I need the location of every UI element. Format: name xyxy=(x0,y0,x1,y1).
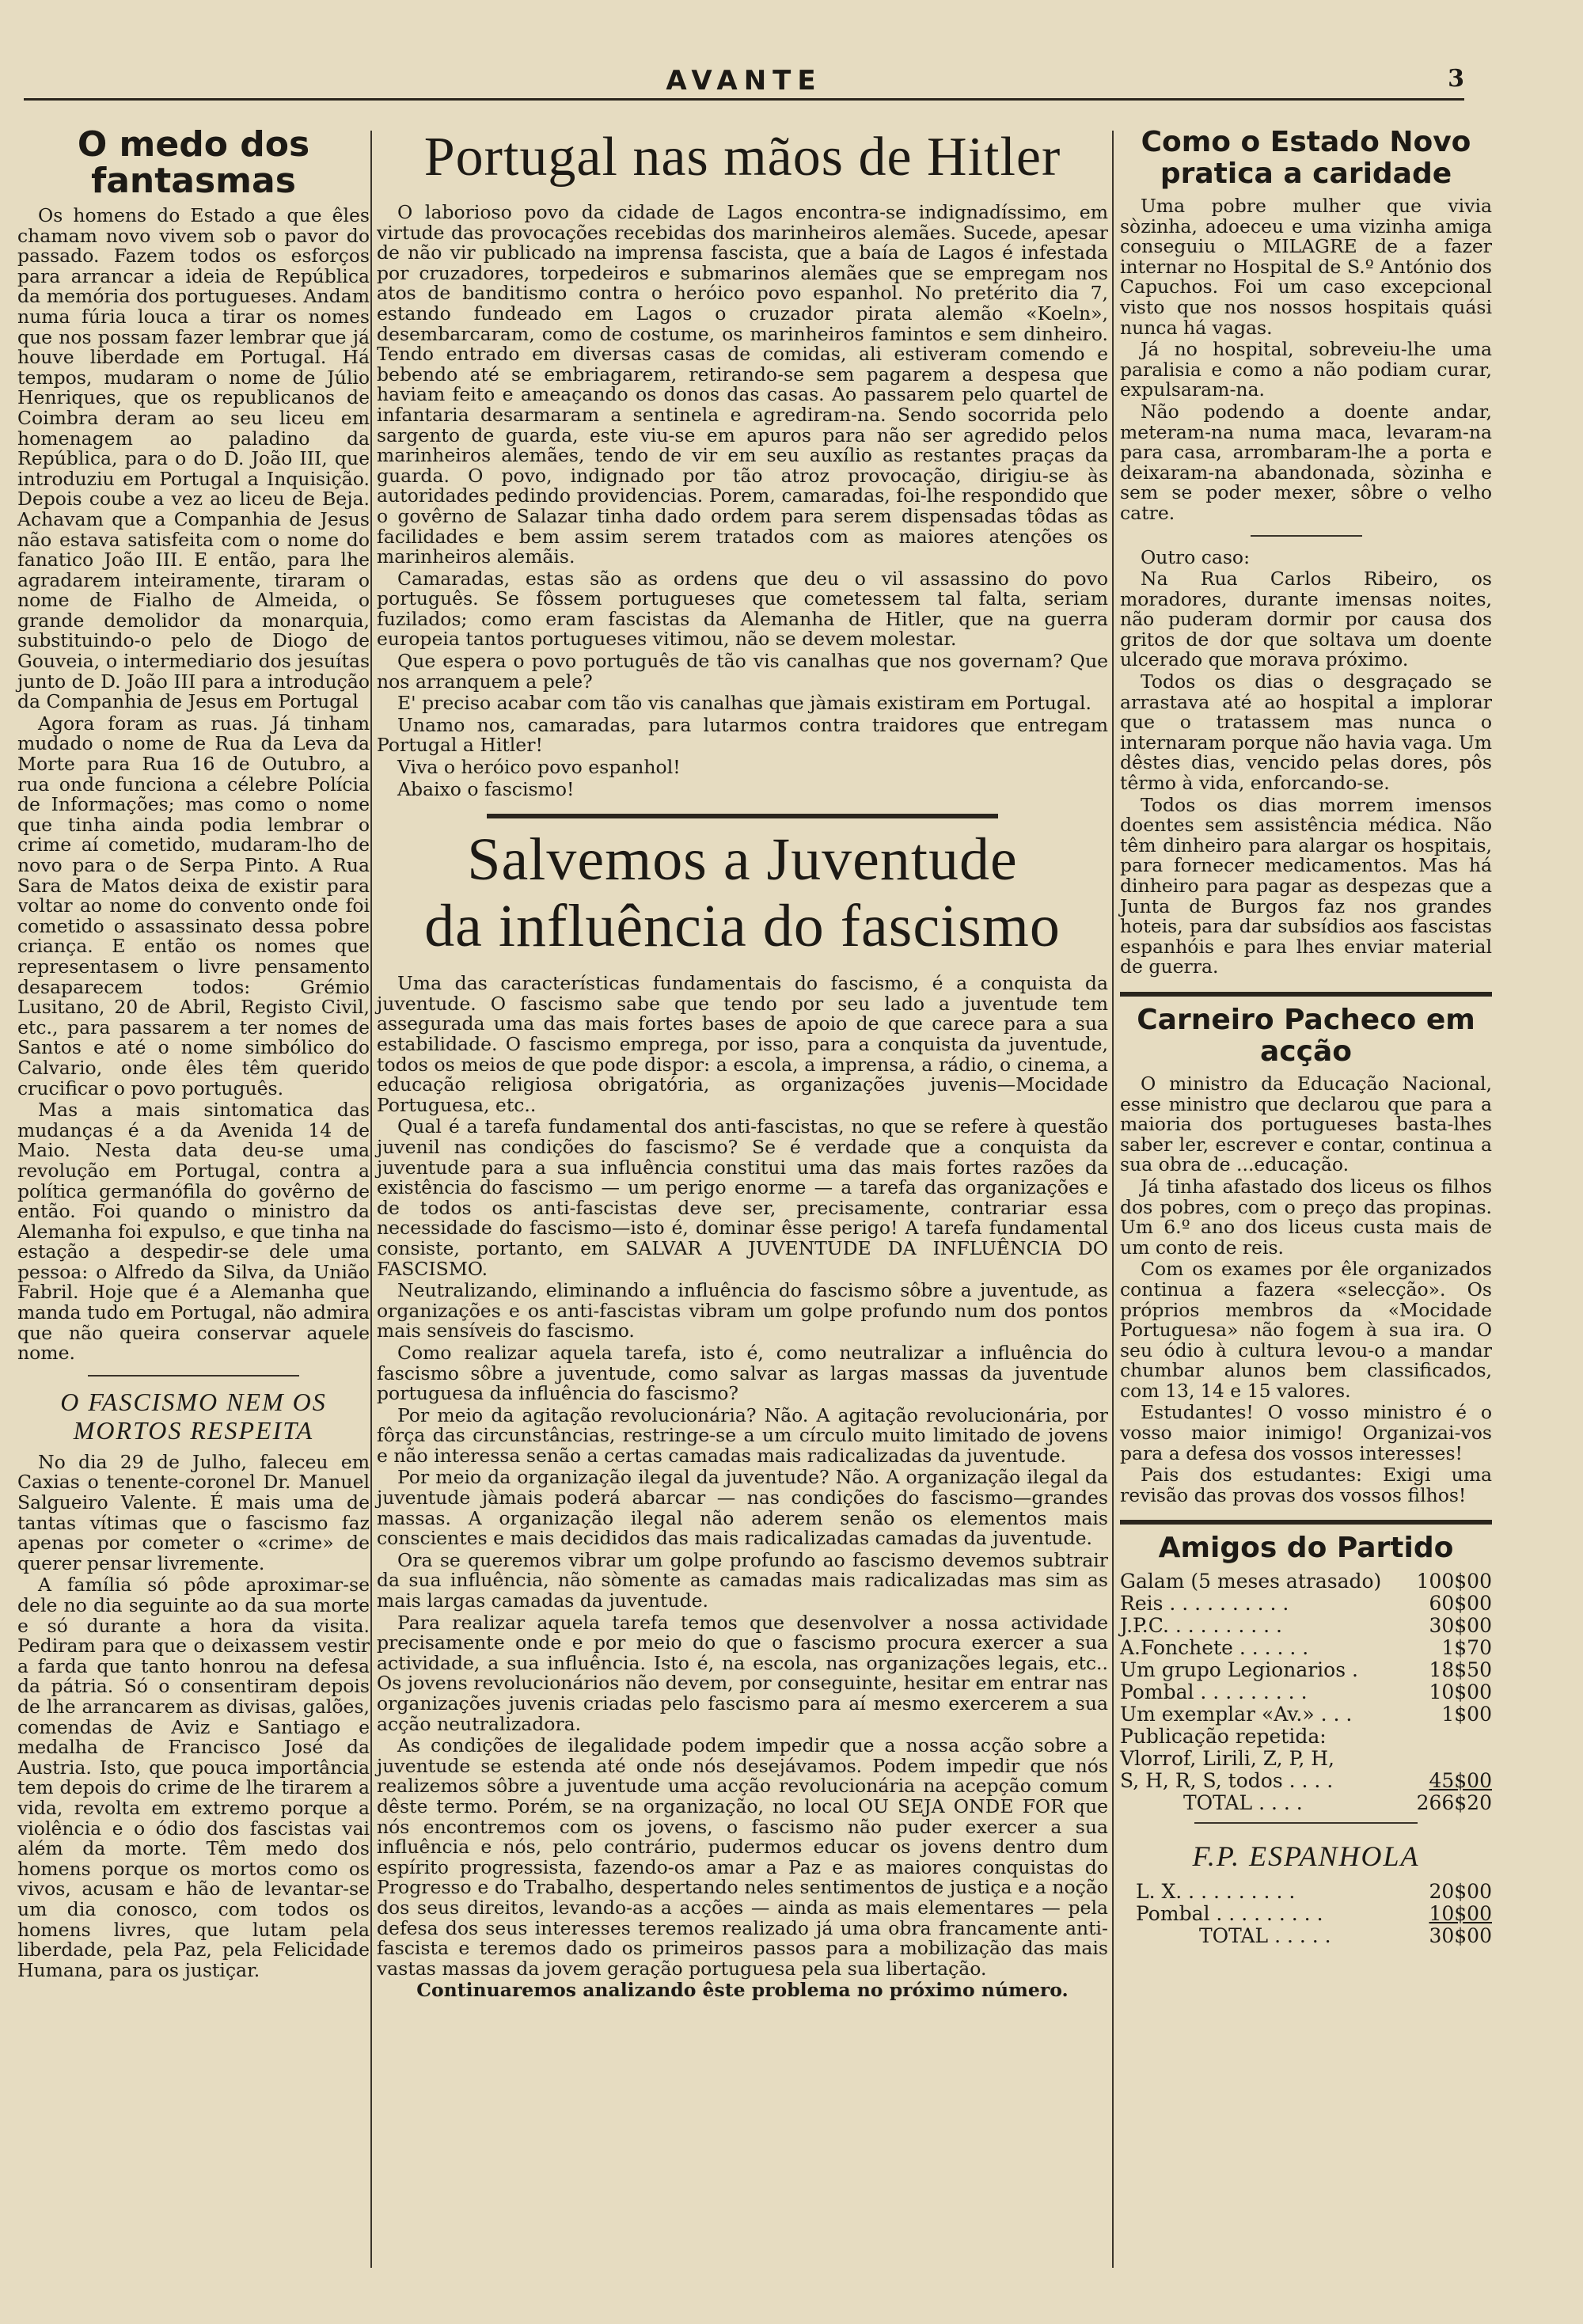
article-paragraph: O laborioso povo da cidade de Lagos encontra-se indignadíssimo, em virtude das provocações recebidas dos marinheiros alemães. Sucede, apesar de não vir publicado na imprensa fascista, que a baía de Lagos é infestada por cruzadores, torpedeiros e submarinos alemães que se empregam nos atos de banditismo contra o heróico povo espanhol. No pretérito dia 7, estando fundeado em Lagos o cruzador pirata alemão «Koeln», desembarcaram, como de costume, os marinheiros famintos e sem dinheiro. Tendo entrado em diversas casas de comidas, ali estiveram comendo e bebendo até se embriagarem, retirando-se sem pagarem a despesa que haviam feito e ameaçando os donos das casas. Ao passarem pelo quartel de infantaria desarmaram a sentinela e agrediram-na. Sendo socorrida pelo sargento de guarda, este viu-se em apuros para não ser agredido pelos marinheiros alemães, tendo de vir em seu auxílio as restantes praças da guarda. O povo, indignado por tão atroz provocação, dirigiu-se às autoridades pedindo providencias. Porem, camaradas, foi-lhe respondido que o govêrno de Salazar tinha dado ordem para serem dispensadas tôdas as facilidades e bem assim serem tratados com as maiores atenções os marinheiros alemãis. xyxy=(377,201,1108,568)
ledger-row xyxy=(1120,1615,1492,1637)
article-title: Como o Estado Novo pratica a caridade xyxy=(1141,126,1471,190)
ledger-value: 10$00 xyxy=(1429,1902,1492,1926)
divider xyxy=(1120,1520,1492,1525)
ledger-value: 1$00 xyxy=(1441,1703,1492,1726)
ledger-label: Pombal . . . . . . . . . xyxy=(1120,1680,1308,1704)
article-paragraph: Na Rua Carlos Ribeiro, os moradores, durante imensas noites, não puderam dormir por causa dos gritos de dor que soltava um doente ulcerado que morava próximo. xyxy=(1120,568,1492,671)
article-paragraph: Pais dos estudantes: Exigi uma revisão das provas dos vossos filhos! xyxy=(1120,1464,1492,1506)
masthead-rule xyxy=(24,98,1464,101)
ledger-total-row xyxy=(1120,1925,1492,1947)
newspaper-name: AVANTE xyxy=(666,65,822,97)
article-paragraph: Ora se queremos vibrar um golpe profundo ao fascismo devemos subtrair da sua influência, não sòmente as camadas mais radicalizadas mas sim as mais largas camadas da juventude. xyxy=(377,1548,1108,1612)
article-paragraph: Que espera o povo português de tão vis canalhas que nos governam? Que nos arranquem a pele? xyxy=(377,650,1108,693)
ledger-value: 10$00 xyxy=(1429,1680,1492,1704)
ledger-value: 1$70 xyxy=(1441,1636,1492,1660)
column-left xyxy=(17,124,370,1982)
ledger-label: Um exemplar «Av.» . . . xyxy=(1120,1703,1353,1726)
column-center xyxy=(377,127,1108,2003)
contributions-list xyxy=(1120,1881,1492,1947)
ledger-value: 30$00 xyxy=(1429,1924,1492,1948)
section-title: Amigos do Partido xyxy=(1158,1532,1454,1565)
ledger-label: TOTAL . . . . . xyxy=(1199,1924,1331,1948)
ledger-row xyxy=(1120,1748,1492,1770)
ledger-label: Publicação repetida: xyxy=(1120,1725,1327,1749)
column-right xyxy=(1120,127,1492,1947)
article-title: Portugal nas mãos de Hitler xyxy=(423,127,1061,188)
article-paragraph: A família só pôde aproximar-se dele no dia seguinte ao da sua morte e só durante a hora da visita. Pediram para que o deixassem vestir a farda que tanto honrou na defesa da pátria. Só o consentiram depois de lhe arrancarem as divisas, galões, comendas de Aviz e Santiago e medalha de Francisco José da Austria. Isto, que pouca importância tem depois do crime de lhe tirarem a vida, revolta em extremo porque a violência e o ódio dos fascistas vai além da morte. Têm medo dos homens porque os mortos como os vivos, acusam e hão de levantar-se um dia conosco, com todos os homens livres, que lutam pela liberdade, pela Paz, pela Felicidade Humana, para os justiçar. xyxy=(17,1574,370,1981)
ledger-row xyxy=(1120,1726,1492,1748)
article-title-line-2: da influência do fascismo xyxy=(424,893,1061,960)
ledger-value: 266$20 xyxy=(1416,1791,1492,1815)
ledger-value: 100$00 xyxy=(1416,1570,1492,1593)
divider xyxy=(88,1375,299,1377)
ledger-row xyxy=(1120,1703,1492,1726)
article-paragraph: Como realizar aquela tarefa, isto é, como neutralizar a influência do fascismo sôbre a juventude, como salvar as largas massas da juventude portuguesa da influência do fascismo? xyxy=(377,1341,1108,1405)
article-paragraph: Abaixo o fascismo! xyxy=(397,777,575,800)
column-divider xyxy=(370,131,372,2268)
ledger-row xyxy=(1120,1881,1492,1903)
ledger-value: 60$00 xyxy=(1429,1592,1492,1616)
article-paragraph: E' preciso acabar com tão vis canalhas que jàmais existiram em Portugal. xyxy=(397,692,1091,715)
page-number: 3 xyxy=(1448,65,1464,93)
ledger-label: Pombal . . . . . . . . . xyxy=(1136,1902,1323,1926)
article-paragraph: Mas a mais sintomatica das mudanças é a da Avenida 14 de Maio. Nesta data deu-se uma revolução em Portugal, contra a política germanófila do govêrno de então. Foi quando o ministro da Alemanha foi expulso, e que tinha na estação a despedir-se dele uma pessoa: o Alfredo da Silva, da União Fabril. Hoje que é a Alemanha que manda tudo em Portugal, não admira que não queira conservar aquele nome. xyxy=(17,1099,370,1365)
article-title: O FASCISMO NEM OS MORTOS RESPEITA xyxy=(60,1387,327,1445)
article-paragraph: Para realizar aquela tarefa temos que desenvolver a nossa actividade precisamente onde e por meio do que o fascismo procura exercer a sua actividade, a sua influência. Isto é, na escola, nas organizações legais, etc.. Os jovens revolucionários não devem, por conseguinte, hesitar em entrar nas organizações juvenis criadas pelo fascismo para aí mesmo exercerem a sua acção neutralizadora. xyxy=(377,1611,1108,1735)
ledger-row xyxy=(1120,1770,1492,1792)
article-title: Carneiro Pacheco em acção xyxy=(1137,1003,1475,1068)
article-paragraph: Todos os dias morrem imensos doentes sem assistência médica. Não têm dinheiro para alargar os hospitais, para fornecer medicamentos. Mas há dinheiro para pagar as despezas que a Junta de Burgos faz nos grandes hoteis, para dar subsídios aos fascistas espanhóis e para lhes enviar material de guerra. xyxy=(1120,793,1492,978)
column-divider xyxy=(1112,131,1114,2268)
article-paragraph: Por meio da agitação revolucionária? Não. A agitação revolucionária, por fôrça das circunstâncias, restringe-se a um círculo muito limitado de jovens e não interessa senão a certas camadas mais radicalizadas da juventude. xyxy=(377,1403,1108,1467)
article-title: O medo dos fantasmas xyxy=(77,124,310,201)
ledger-label: A.Fonchete . . . . . . xyxy=(1120,1636,1309,1660)
article-paragraph: O ministro da Educação Nacional, esse ministro que declarou que para a maioria dos portugueses basta-lhes saber ler, escrever e contar, continua a sua obra de ...educação. xyxy=(1120,1072,1492,1176)
divider xyxy=(1194,1822,1418,1824)
ledger-row xyxy=(1120,1681,1492,1703)
article-paragraph: No dia 29 de Julho, faleceu em Caxias o tenente-coronel Dr. Manuel Salgueiro Valente. É mais uma de tantas vítimas que o fascismo faz apenas por cometer o «crime» de querer pensar livremente. xyxy=(17,1450,370,1574)
ledger-label: Vlorrof, Lirili, Z, P, H, xyxy=(1120,1747,1334,1771)
article-paragraph: Outro caso: xyxy=(1141,545,1250,568)
divider xyxy=(1120,992,1492,997)
ledger-row xyxy=(1120,1659,1492,1681)
article-paragraph: Qual é a tarefa fundamental dos anti-fascistas, no que se refere à questão juvenil nas condições do fascismo? Se é verdade que a conquista da juventude para a sua influência constitui uma das mais fortes razões da existência do fascismo — um perigo enorme — a tarefa das organizações e de todos os anti-fascistas deve ser, precisamente, contrariar essa necessidade do fascismo—isto é, dominar êsse perigo! A tarefa fundamental consiste, portanto, em SALVAR A JUVENTUDE DA INFLUÊNCIA DO FASCISMO. xyxy=(377,1115,1108,1280)
article-paragraph: Já no hospital, sobreveiu-lhe uma paralisia e como a não podiam curar, expulsaram-na. xyxy=(1120,338,1492,401)
ledger-label: TOTAL . . . . xyxy=(1183,1791,1303,1815)
divider xyxy=(1251,535,1362,537)
article-title-line-1: Salvemos a Juventude xyxy=(467,826,1018,894)
ledger-label: S, H, R, S, todos . . . . xyxy=(1120,1769,1334,1793)
section-title: F.P. ESPANHOLA xyxy=(1192,1840,1420,1873)
article-paragraph: Os homens do Estado a que êles chamam novo vivem sob o pavor do passado. Fazem todos os esforços para arrancar a ideia de República da memória dos portugueses. Andam numa fúria louca a tirar os nomes que nos possam fazer lembrar que já houve liberdade em Portugal. Há tempos, mudaram o nome de Júlio Henriques, que os republicanos de Coimbra deram ao seu liceu em homenagem ao paladino da República, para o do D. João III, que introduziu em Portugal a Inquisição. Depois coube a vez ao liceu de Beja. Achavam que a Companhia de Jesus não estava satisfeita com o nome do fanatico João III. E então, para lhe agradarem inteiramente, tiraram o nome de Fialho de Almeida, o grande demolidor da monarquia, substituindo-o pelo de Diogo de Gouveia, o intermediario dos jesuítas junto de D. João III para a introdução da Companhia de Jesus em Portugal xyxy=(17,204,370,713)
ledger-value: 30$00 xyxy=(1429,1614,1492,1638)
ledger-label: Um grupo Legionarios . xyxy=(1120,1658,1358,1682)
article-paragraph: Agora foram as ruas. Já tinham mudado o nome de Rua da Leva da Morte para Rua 16 de Outubro, a rua onde funciona a célebre Polícia de Informações; mas como o nome que tinha ainda podia lembrar o crime aí cometido, mudaram-lho de novo para o de Serpa Pinto. A Rua Sara de Matos deixa de existir para voltar ao nome do convento onde foi cometido o assassinato dessa pobre criança. E então os nomes que representasem o livre pensamento desaparecem todos: Grémio Lusitano, 20 de Abril, Registo Civil, etc., para passarem a ter nomes de Santos e até o nome simbólico do Calvario, onde êles têm querido crucificar o povo português. xyxy=(17,712,370,1099)
article-paragraph: Já tinha afastado dos liceus os filhos dos pobres, com o preço das propinas. Um 6.º ano dos liceus custa mais de um conto de reis. xyxy=(1120,1175,1492,1259)
article-paragraph: Por meio da organização ilegal da juventude? Não. A organização ilegal da juventude jàmais poderá abarcar — nas condições do fascismo—grandes massas. A organização ilegal não aderem senão os elementos mais conscientes e mais decididos das mais radicalizadas camadas da juventude. xyxy=(377,1466,1108,1550)
article-paragraph: Neutralizando, eliminando a influência do fascismo sôbre a juventude, as organizações e os anti-fascistas vibram um golpe profundo num dos pontos mais sensíveis do fascismo. xyxy=(377,1279,1108,1342)
article-paragraph: Todos os dias o desgraçado se arrastava até ao hospital a implorar que o tratassem mas nunca o internaram porque não havia vaga. Um dêstes dias, vencido pelas dores, pôs têrmo à vida, enforcando-se. xyxy=(1120,670,1492,795)
ledger-label: L. X. . . . . . . . . . xyxy=(1136,1880,1296,1904)
article-paragraph: Não podendo a doente andar, meteram-na numa maca, levaram-na para casa, arrombaram-lhe a porta e deixaram-na abandonada, sòzinha e sem se poder mexer, sôbre o velho catre. xyxy=(1120,400,1492,524)
article-paragraph: Camaradas, estas são as ordens que deu o vil assassino do povo português. Se fôssem portugueses que cometessem tal falta, seriam fuzilados; como eram fascistas da Alemanha de Hitler, que na guerra europeia tantos portugueses vitimou, não se devem molestar. xyxy=(377,567,1108,651)
continued-note: Continuaremos analizando êste problema no próximo número. xyxy=(416,1979,1069,2002)
article-paragraph: Uma pobre mulher que vivia sòzinha, adoeceu e uma vizinha amiga conseguiu o MILAGRE de a fazer internar no Hospital de S.º António dos Capuchos. Foi um caso excepcional visto que nos nossos hospitais quási nunca há vagas. xyxy=(1120,195,1492,339)
ledger-label: J.P.C. . . . . . . . . . xyxy=(1120,1614,1282,1638)
ledger-value: 18$50 xyxy=(1429,1658,1492,1682)
ledger-label: Galam (5 meses atrasado) xyxy=(1120,1570,1382,1593)
ledger-value: 45$00 xyxy=(1429,1769,1492,1793)
divider xyxy=(487,814,999,818)
ledger-row xyxy=(1120,1903,1492,1925)
ledger-value: 20$00 xyxy=(1429,1880,1492,1904)
ledger-total-row xyxy=(1120,1792,1492,1814)
contributions-list xyxy=(1120,1570,1492,1814)
article-paragraph: Unamo nos, camaradas, para lutarmos contra traidores que entregam Portugal a Hitler! xyxy=(377,713,1108,757)
ledger-row xyxy=(1120,1570,1492,1593)
article-paragraph: Estudantes! O vosso ministro é o vosso maior inimigo! Organizai-vos para a defesa dos vossos interesses! xyxy=(1120,1401,1492,1464)
masthead xyxy=(24,65,1464,97)
article-paragraph: Viva o heróico povo espanhol! xyxy=(397,756,681,779)
ledger-row xyxy=(1120,1637,1492,1659)
article-paragraph: Com os exames por êle organizados continua a fazera «selecção». Os próprios membros da «Mocidade Portuguesa» não fogem à sua ira. O seu ódio à cultura levou-o a mandar chumbar alunos bem classificados, com 13, 14 e 15 valores. xyxy=(1120,1258,1492,1402)
ledger-row xyxy=(1120,1593,1492,1615)
article-paragraph: As condições de ilegalidade podem impedir que a nossa acção sobre a juventude se estenda até onde nós desejávamos. Podem impedir que nós realizemos sôbre a juventude uma acção revolucionária na acepção comum dêste termo. Porém, se na organização, no local OU SEJA ONDE FOR que nós encontremos com os jovens, o fascismo não puder exercer a sua influência e nós, pelo contrário, pudermos educar os jovens dentro dum espírito progressista, fazendo-os amar a Paz e as maiores conquistas do Progresso e do Trabalho, despertando neles sentimentos de justiça e a noção dos seus direitos, levando-as a acções — ainda as mais elementares — pela defesa dos seus interesses teremos realizado já uma obra francamente anti-fascista e teremos dado os primeiros passos para a mobilização das mais vastas massas da jovem geração portuguesa pela sua libertação. xyxy=(377,1734,1108,1980)
ledger-label: Reis . . . . . . . . . . xyxy=(1120,1592,1289,1616)
article-paragraph: Uma das características fundamentais do fascismo, é a conquista da juventude. O fascismo sabe que tendo por seu lado a juventude tem assegurada uma das mais fortes bases de apoio de que carece para a sua estabilidade. O fascismo emprega, por isso, para a conquista da juventude, todos os meios de que pode dispor: a escola, a imprensa, a rádio, o cinema, a educação religiosa obrigatória, as organizações juvenis—Mocidade Portuguesa, etc.. xyxy=(377,972,1108,1116)
